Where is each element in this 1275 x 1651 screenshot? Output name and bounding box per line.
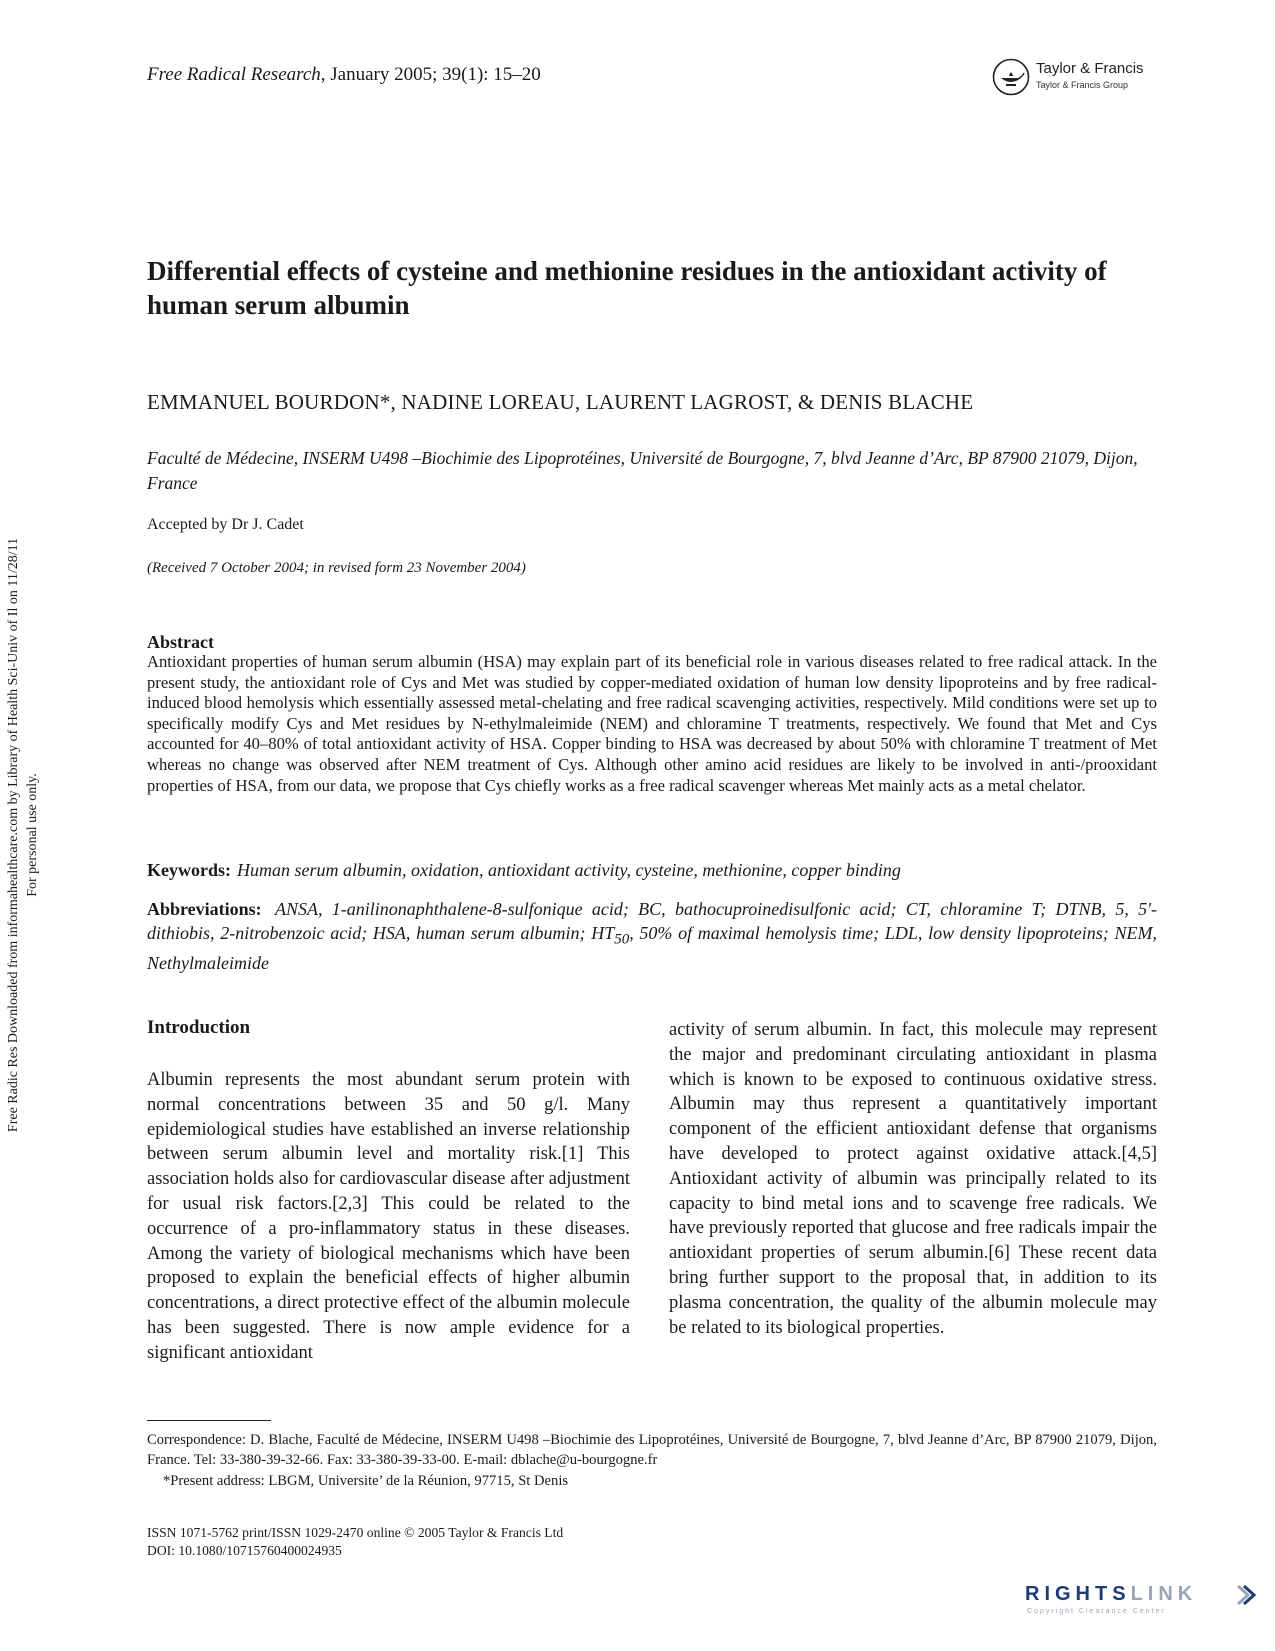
author-affiliation: Faculté de Médecine, INSERM U498 –Biochimie des Lipoprotéines, Université de Bourgogne, 7, blvd Jeanne d’Arc, BP 87900 21079, Dijon, France (147, 448, 1138, 493)
rightslink-word-a: RIGHTS (1025, 1583, 1131, 1605)
watermark-line-1: Free Radic Res Downloaded from informahealthcare.com by Library of Health Sci-Univ of Il on 11/28/11 (6, 537, 21, 1133)
rightslink-arrow-icon (1235, 1583, 1257, 1607)
taylor-francis-lamp-icon (992, 58, 1030, 96)
abstract-heading: Abstract (147, 632, 214, 652)
abbreviations-label: Abbreviations: (147, 899, 262, 919)
introduction-right-column: activity of serum albumin. In fact, this molecule may represent the major and predominant circulating antioxidant in plasma which is known to be exposed to continuous oxidative stress. Albumin may thus represent a quantitatively important component of the efficient antioxidant defense that organisms have developed to protect against oxidative attack.[4,5] Antioxidant activity of albumin was principally related to its capacity to bind metal ions and to scavenge free radicals. We have previously reported that glucose and free radicals impair the antioxidant properties of serum albumin.[6] These recent data bring further support to the proposal that, in addition to its plasma concentration, the quality of the albumin molecule may be related to its biological properties. (669, 1020, 1157, 1338)
abbreviations-text (147, 899, 1157, 973)
introduction-left-column: Albumin represents the most abundant serum protein with normal concentrations between 35 and 50 g/l. Many epidemiological studies have established an inverse relationship between serum albumin level and mortality risk.[1] This association holds also for cardiovascular disease after adjustment for usual risk factors.[2,3] This could be related to the occurrence of a pro-inflammatory status in these diseases. Among the variety of biological mechanisms which have been proposed to explain the beneficial effects of higher albumin concentrations, a direct protective effect of the albumin molecule has been suggested. There is now ample evidence for a significant antioxidant (147, 1070, 630, 1363)
journal-issue: , January 2005; 39(1): 15–20 (320, 64, 541, 85)
present-address-footnote: *Present address: LBGM, Universite’ de la Réunion, 97715, St Denis (163, 1473, 569, 1489)
rightslink-word-b: LINK (1130, 1583, 1198, 1605)
doi-line: DOI: 10.1080/10715760400024935 (147, 1543, 342, 1558)
publication-info (147, 1524, 563, 1560)
issn-line: ISSN 1071-5762 print/ISSN 1029-2470 online © 2005 Taylor & Francis Ltd (147, 1525, 564, 1540)
rightslink-logo[interactable] (1025, 1583, 1260, 1625)
accepted-by: Accepted by Dr J. Cadet (147, 516, 304, 533)
introduction-heading: Introduction (147, 1017, 251, 1038)
keywords-text: Human serum albumin, oxidation, antioxidant activity, cysteine, methionine, copper binding (237, 860, 901, 880)
publisher-brand: Taylor & Francis (1036, 60, 1144, 77)
journal-citation (147, 64, 541, 86)
received-dates: (Received 7 October 2004; in revised form 23 November 2004) (147, 560, 526, 576)
journal-name: Free Radical Research (147, 64, 321, 85)
footnote-divider (147, 1420, 271, 1421)
abbreviations-subscript: 50 (614, 931, 630, 948)
publisher-group: Taylor & Francis Group (1036, 80, 1129, 90)
watermark-line-2: For personal use only. (25, 773, 40, 897)
abstract-body: Antioxidant properties of human serum albumin (HSA) may explain part of its beneficial role in various diseases related to free radical attack. In the present study, the antioxidant role of Cys and Met was studied by copper-mediated oxidation of human low density lipoproteins and by free radical-induced blood hemolysis which essentially assessed metal-chelating and free radical scavenging activities, respectively. Mild conditions were set up to specifically modify Cys and Met residues by N-ethylmaleimide (NEM) and chloramine T treatments, respectively. We found that Met and Cys accounted for 40–80% of total antioxidant activity of HSA. Copper binding to HSA was decreased by about 50% with chloramine T treatment of Met whereas no change was observed after NEM treatment of Cys. Although other amino acid residues are likely to be involved in anti-/prooxidant properties of HSA, from our data, we propose that Cys chiefly works as a free radical scavenger whereas Met mainly acts as a metal chelator. (147, 652, 1157, 795)
correspondence-footnote: Correspondence: D. Blache, Faculté de Médecine, INSERM U498 –Biochimie des Lipoprotéines, Université de Bourgogne, 7, blvd Jeanne d’Arc, BP 87900 21079, Dijon, France. Tel: 33-380-39-32-66. Fax: 33-380-39-33-00. E-mail: dblache@u-bourgogne.fr (147, 1432, 1157, 1468)
publisher-logo (992, 58, 1167, 98)
abbreviations-text-part1: ANSA, 1-anilinonaphthalene-8-sulfonique acid; BC, bathocuproinedisulfonic acid; CT, chloramine T; DTNB, 5, 5′-dithiobis, 2-nitrobenzoic acid; HSA, human serum albumin; HT (147, 899, 1158, 943)
rightslink-subtitle: Copyright Clearance Center (1027, 1608, 1166, 1615)
download-watermark (4, 495, 64, 1175)
article-title: Differential effects of cysteine and methionine residues in the antioxidant activity of human serum albumin (147, 256, 1107, 320)
article-authors: EMMANUEL BOURDON*, NADINE LOREAU, LAURENT LAGROST, & DENIS BLACHE (147, 390, 974, 414)
keywords-label: Keywords: (147, 860, 231, 880)
abbreviations (147, 898, 1157, 975)
rightslink-wordmark (1025, 1583, 1197, 1606)
abbreviations-text-part2: , 50% of maximal hemolysis time; LDL, low density lipoproteins; NEM, Nethylmaleimide (147, 922, 1157, 973)
keywords (147, 860, 1157, 881)
